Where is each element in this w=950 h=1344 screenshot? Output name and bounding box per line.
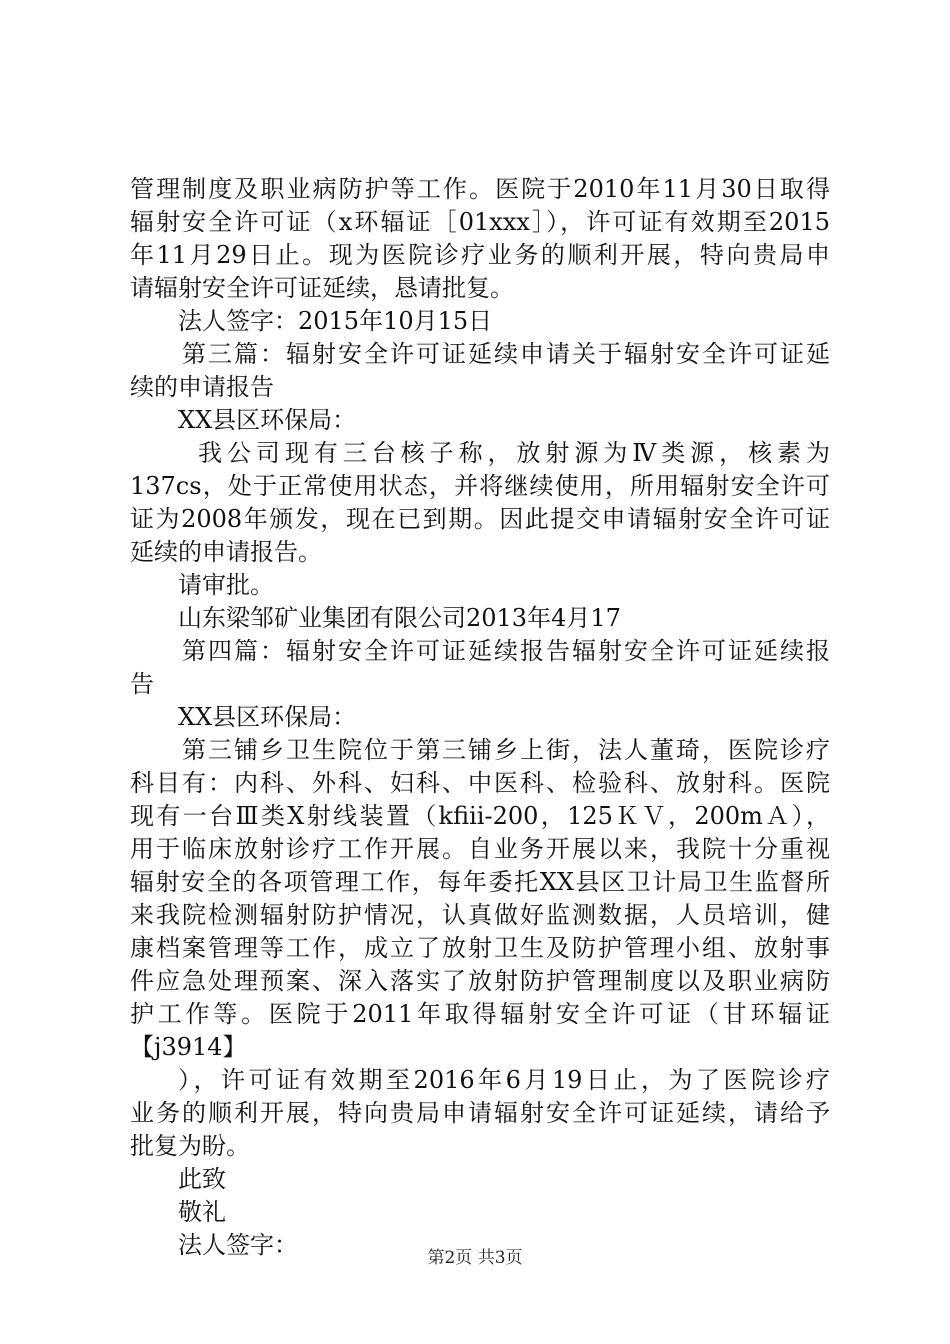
section-heading-continued: 告	[130, 670, 154, 698]
text-line: 我公司现有三台核子称，放射源为Ⅳ类源，核素为	[198, 439, 830, 467]
text-line: 证为2008年颁发，现在已到期。因此提交申请辐射安全许可证	[130, 505, 830, 533]
text-line: 管理制度及职业病防护等工作。医院于2010年11月30日取得	[130, 175, 830, 203]
text-line: 用于临床放射诊疗工作开展。自业务开展以来，我院十分重视	[130, 835, 830, 863]
text-line: 请审批。	[178, 571, 274, 599]
section-heading: 第三篇：辐射安全许可证延续申请关于辐射安全许可证延	[182, 340, 830, 368]
document-body	[130, 173, 830, 1262]
text-line: 业务的顺利开展，特向贵局申请辐射安全许可证延续，请给予	[130, 1099, 830, 1127]
text-line: 来我院检测辐射防护情况，认真做好监测数据，人员培训，健	[130, 901, 830, 929]
text-line: 现有一台Ⅲ类X射线装置（kfiii-200，125ＫＶ，200mＡ），	[130, 802, 830, 830]
text-line: 年11月29日止。现为医院诊疗业务的顺利开展，特向贵局申	[130, 241, 830, 269]
text-line: 第三铺乡卫生院位于第三铺乡上街，法人董琦，医院诊疗	[182, 736, 830, 764]
text-line: 件应急处理预案、深入落实了放射防护管理制度以及职业病防	[130, 967, 830, 995]
signature-line: 法人签字：	[178, 1231, 298, 1259]
text-line: 137cs，处于正常使用状态，并将继续使用，所用辐射安全许可	[130, 472, 830, 500]
salutation: XX县区环保局：	[178, 406, 357, 434]
section-heading-continued: 续的申请报告	[130, 373, 274, 401]
text-line: 科目有：内科、外科、妇科、中医科、检验科、放射科。医院	[130, 769, 830, 797]
closing-line: 此致	[178, 1165, 226, 1193]
text-line: ），许可证有效期至2016年6月19日止，为了医院诊疗	[178, 1066, 830, 1094]
page-number-footer: 第2页 共3页	[427, 1248, 523, 1268]
text-line: 护工作等。医院于2011年取得辐射安全许可证（甘环辐证	[130, 1000, 830, 1028]
text-line: 【j3914】	[130, 1033, 247, 1061]
salutation: XX县区环保局：	[178, 703, 357, 731]
text-line: 辐射安全的各项管理工作，每年委托XX县区卫计局卫生监督所	[130, 868, 830, 896]
text-line: 延续的申请报告。	[130, 538, 322, 566]
signature-date-line: 法人签字：2015年10月15日	[178, 307, 493, 335]
text-line: 康档案管理等工作，成立了放射卫生及防护管理小组、放射事	[130, 934, 830, 962]
company-signature-line: 山东梁邹矿业集团有限公司2013年4月17	[178, 604, 621, 632]
text-line: 批复为盼。	[130, 1132, 250, 1160]
text-line: 辐射安全许可证（x环辐证［01xxx］），许可证有效期至2015	[130, 208, 830, 236]
text-line: 请辐射安全许可证延续，恳请批复。	[130, 274, 514, 302]
section-heading: 第四篇：辐射安全许可证延续报告辐射安全许可证延续报	[182, 637, 830, 665]
closing-line: 敬礼	[178, 1198, 226, 1226]
